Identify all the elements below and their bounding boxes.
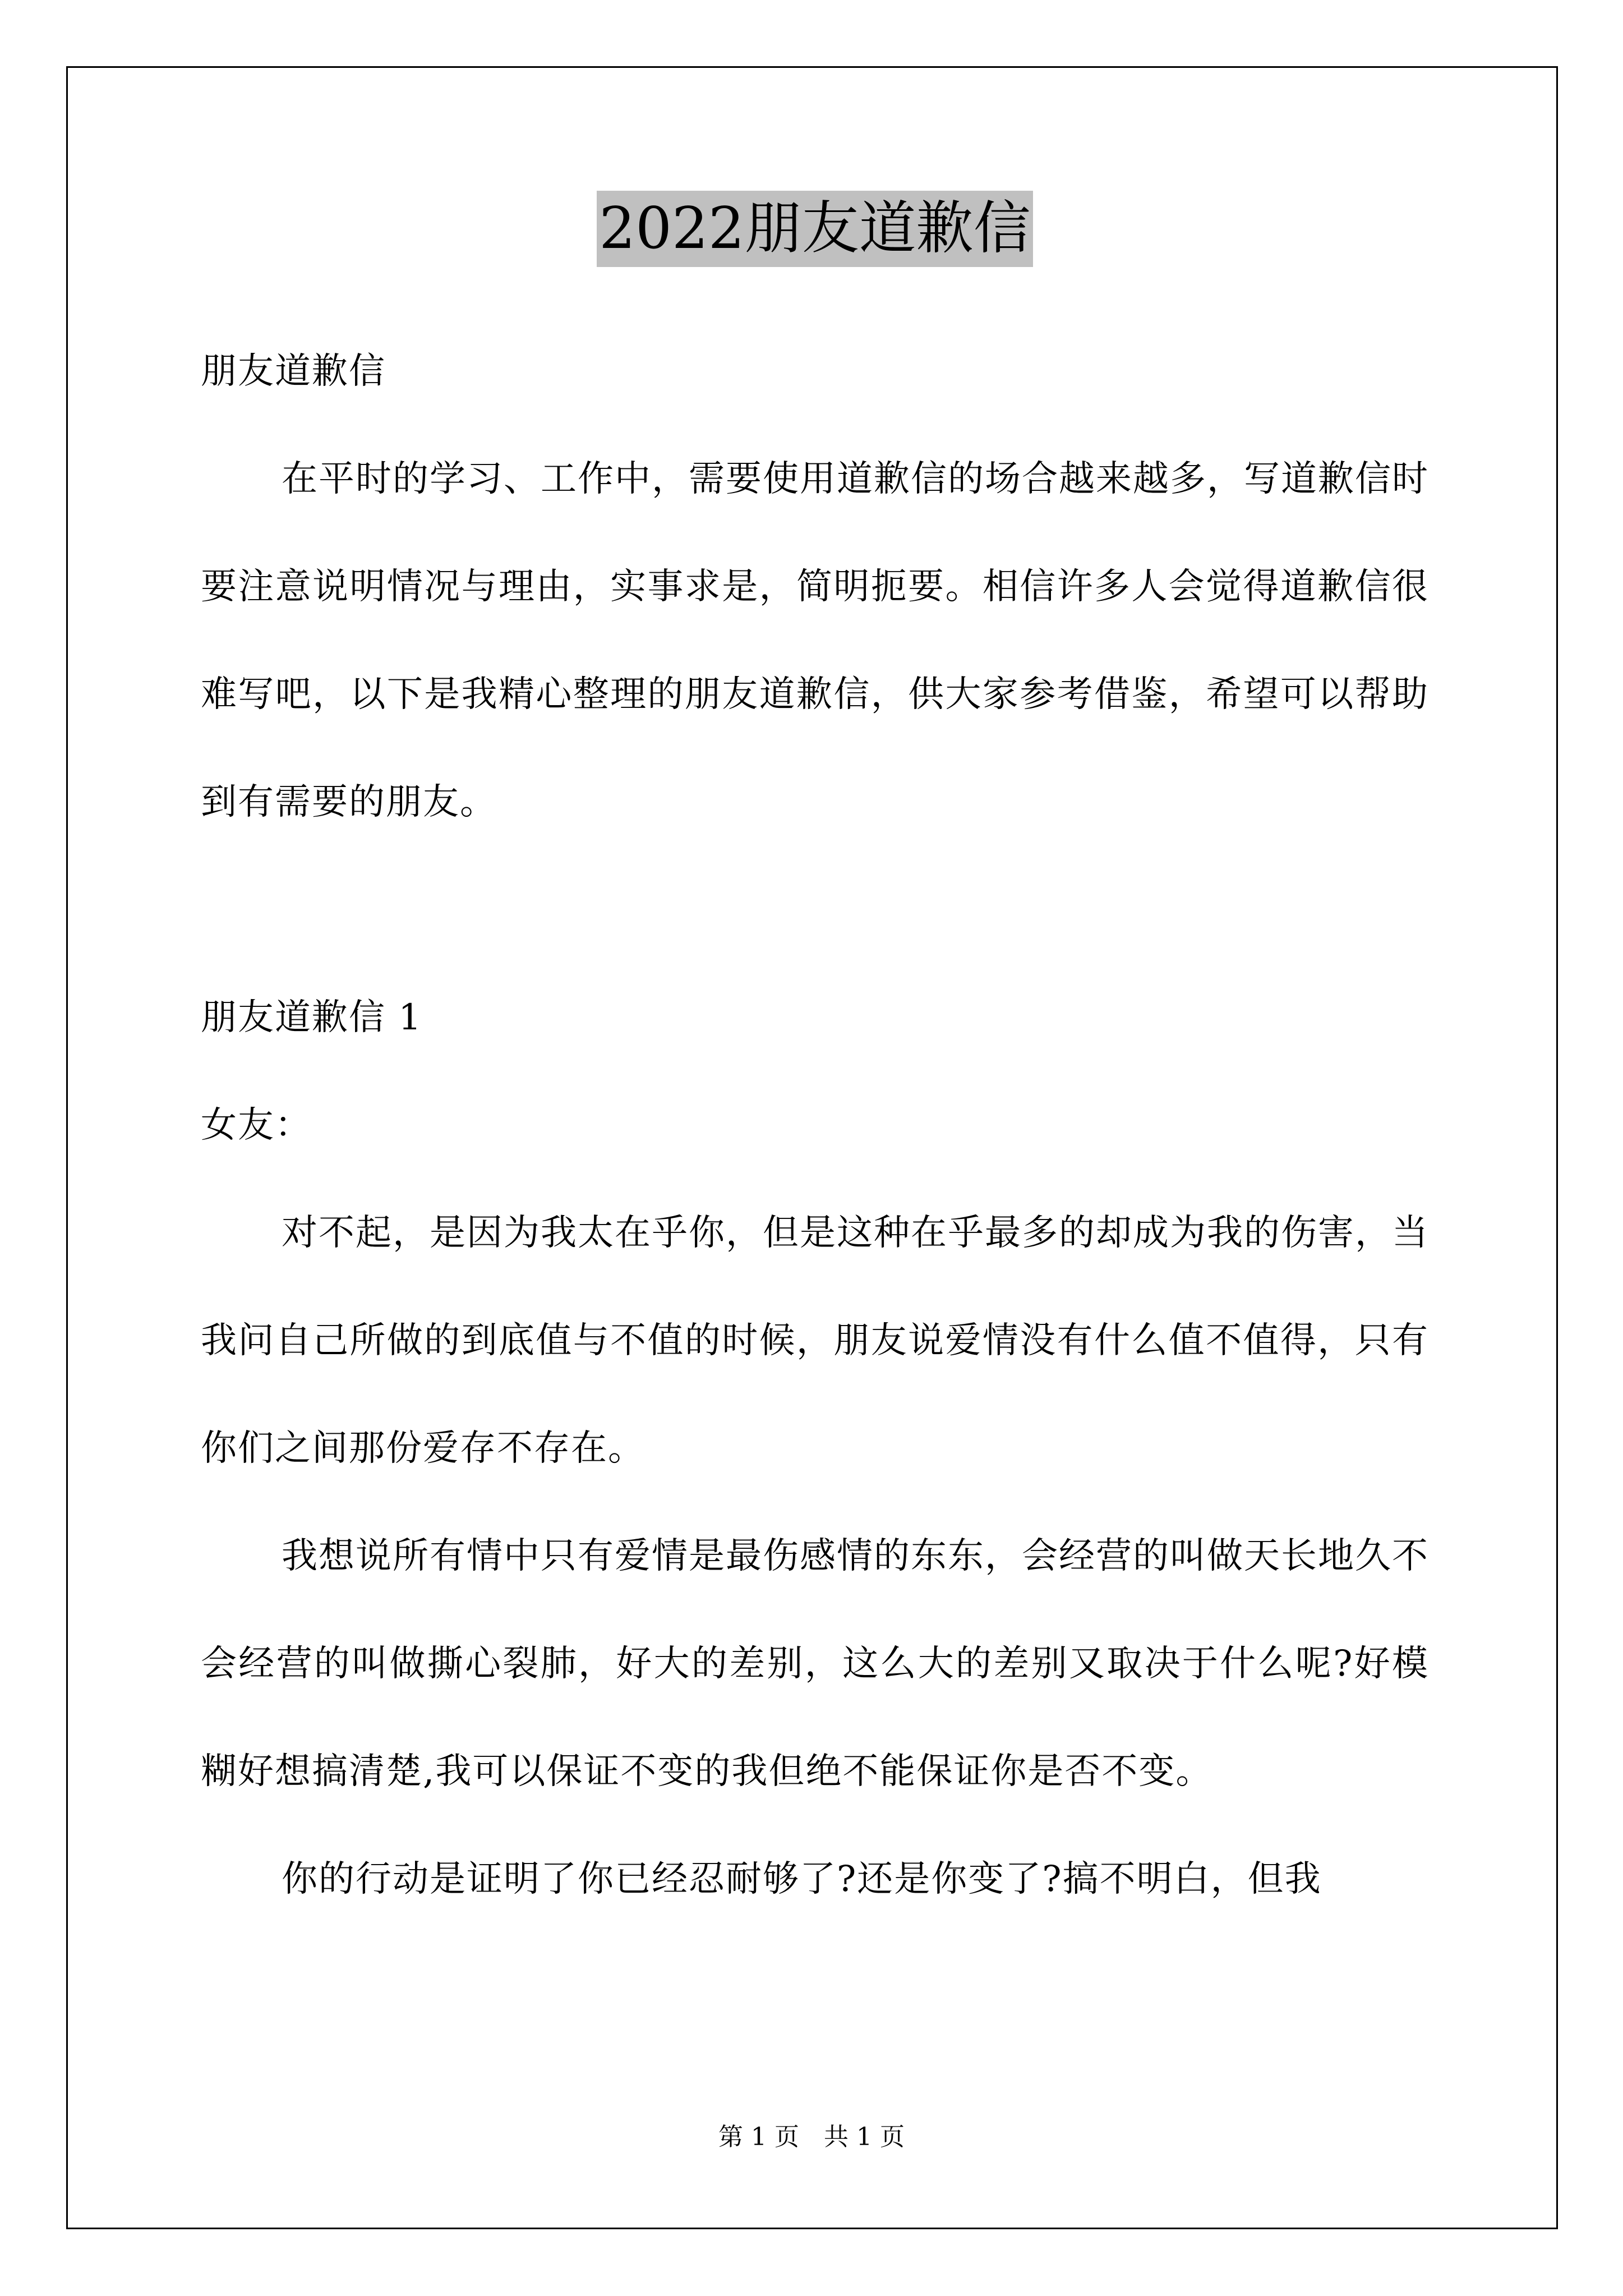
- section-heading: 朋友道歉信 1: [201, 997, 423, 1038]
- section-gap: [201, 856, 1429, 964]
- document-body: [201, 191, 1429, 1933]
- page-footer: 第 1 页 共 1 页: [718, 2123, 905, 2151]
- body-paragraph-3: 你的行动是证明了你已经忍耐够了?还是你变了?搞不明白，但我: [282, 1858, 1322, 1900]
- document-title: 2022朋友道歉信: [597, 191, 1033, 267]
- document-subtitle: 朋友道歉信: [201, 351, 386, 392]
- salutation: 女友：: [201, 1105, 312, 1146]
- title-wrap: [201, 191, 1429, 267]
- intro-paragraph: 在平时的学习、工作中，需要使用道歉信的场合越来越多，写道歉信时要注意说明情况与理由，实事求是，简明扼要。相信许多人会觉得道歉信很难写吧，以下是我精心整理的朋友道歉信，供大家参考借鉴，希望可以帮助到有需要的朋友。: [201, 458, 1429, 823]
- body-paragraph-2: 我想说所有情中只有爱情是最伤感情的东东，会经营的叫做天长地久不会经营的叫做撕心裂肺，好大的差别，这么大的差别又取决于什么呢?好模糊好想搞清楚,我可以保证不变的我但绝不能保证你是否不变。: [201, 1535, 1429, 1792]
- body-paragraph-1: 对不起，是因为我太在乎你，但是这种在乎最多的却成为我的伤害，当我问自己所做的到底值与不值的时候，朋友说爱情没有什么值不值得，只有你们之间那份爱存不存在。: [201, 1212, 1429, 1469]
